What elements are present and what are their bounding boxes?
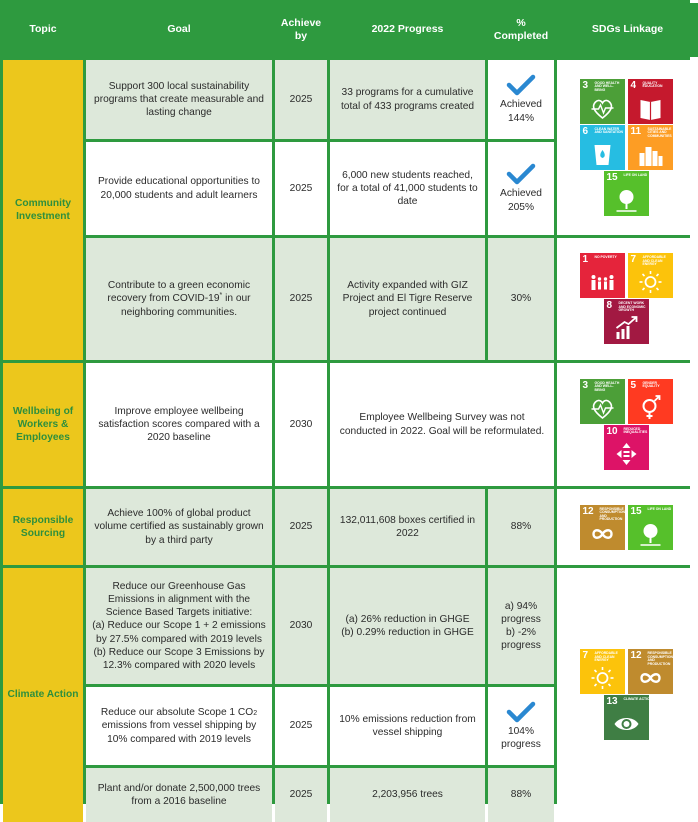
sdg-cell-sourcing <box>557 489 698 565</box>
sdg-tile <box>604 299 649 344</box>
infinity-icon <box>589 520 616 548</box>
topic-community-investment: Community Investment <box>3 60 83 360</box>
gender-icon <box>637 394 664 422</box>
sdg-label: CLEAN WATER AND SANITATION <box>594 126 624 135</box>
completed-cell: 88% <box>488 489 554 565</box>
header-goal: Goal <box>86 3 272 57</box>
completed-cell <box>488 142 554 235</box>
sdg-number: 3 <box>582 379 589 391</box>
goal-item-b: (b) Reduce our Scope 3 Emissions by 12.3% compared with 2020 levels <box>93 646 265 671</box>
tree-icon <box>613 186 640 214</box>
sdg-number: 12 <box>582 505 594 517</box>
sdg-tile <box>580 79 625 124</box>
sdg-tile <box>580 649 625 694</box>
sdg-number: 8 <box>606 300 613 311</box>
equality-icon <box>613 440 640 468</box>
year-cell: 2025 <box>275 768 327 822</box>
growth-chart-icon <box>613 314 640 342</box>
year-cell: 2025 <box>275 60 327 139</box>
infinity-icon <box>637 664 664 692</box>
city-icon <box>637 140 664 168</box>
goal-text: Reduce our absolute Scope 1 CO <box>100 707 254 719</box>
sdg-tile <box>628 379 673 424</box>
progress-cell: 132,011,608 boxes certified in 2022 <box>330 489 485 565</box>
sdg-label: GOOD HEALTH AND WELL-BEING <box>594 80 620 92</box>
tree-icon <box>637 520 664 548</box>
progress-cell: 10% emissions reduction from vessel shipping <box>330 687 485 765</box>
topic-responsible-sourcing: Responsible Sourcing <box>3 489 83 565</box>
sdg-label: LIFE ON LAND <box>623 172 648 177</box>
sdg-tile <box>628 505 673 550</box>
sdg-number: 5 <box>630 379 637 391</box>
sdg-number: 10 <box>606 425 618 437</box>
book-icon <box>637 94 664 122</box>
goal-cell <box>86 238 272 360</box>
footnote-marker: * <box>219 292 223 300</box>
year-cell: 2030 <box>275 363 327 486</box>
checkmark-icon <box>506 74 536 96</box>
sdg-number: 4 <box>630 79 637 91</box>
sdg-number: 13 <box>606 696 618 707</box>
sdg-label: NO POVERTY <box>594 255 617 259</box>
sdg-tile <box>580 379 625 424</box>
sdg-label: AFFORDABLE AND CLEAN ENERGY <box>594 651 618 663</box>
year-cell: 2025 <box>275 142 327 235</box>
header-completed: % Completed <box>488 3 554 57</box>
sdg-tile <box>628 125 673 170</box>
completed-cell <box>488 568 554 684</box>
sdg-tile <box>604 171 649 216</box>
sdg-label: QUALITY EDUCATION <box>642 80 663 89</box>
sdg-label: GENDER EQUALITY <box>642 380 660 389</box>
sdg-number: 12 <box>630 650 642 661</box>
year-cell: 2025 <box>275 238 327 360</box>
sdg-tile <box>580 253 625 298</box>
sdg-cell-climate <box>557 568 698 822</box>
checkmark-icon <box>506 701 536 723</box>
goal-item-a: (a) Reduce our Scope 1 + 2 emissions by 27.5% compared with 2019 levels <box>92 620 266 645</box>
year-cell: 2025 <box>275 489 327 565</box>
sdg-tile <box>580 505 625 550</box>
sdg-tile <box>628 253 673 298</box>
sdg-label: SUSTAINABLE CITIES AND COMMUNITIES <box>647 126 672 138</box>
progress-cell: Employee Wellbeing Survey was not conducted in 2022. Goal will be reformulated. <box>330 363 554 486</box>
sdg-number: 15 <box>630 505 642 517</box>
completed-value: 144% <box>507 112 535 124</box>
sdg-number: 15 <box>606 171 618 183</box>
eye-globe-icon <box>613 710 640 738</box>
progress-item-b: (b) 0.29% reduction in GHGE <box>341 627 474 638</box>
sdg-label: REDUCED INEQUALITIES <box>623 426 648 435</box>
progress-cell: 33 programs for a cumulative total of 433 programs created <box>330 60 485 139</box>
water-drop-icon <box>589 140 616 168</box>
subscript: 2 <box>253 710 258 718</box>
sdg-label: RESPONSIBLE CONSUMPTION AND PRODUCTION <box>599 506 625 522</box>
sun-icon <box>589 664 616 692</box>
sdg-tile <box>580 125 625 170</box>
sdg-number: 7 <box>582 650 589 661</box>
completed-a: a) 94% progress <box>501 600 541 625</box>
goal-cell: Provide educational opportunities to 20,000 students and adult learners <box>86 142 272 235</box>
progress-item-a: (a) 26% reduction in GHGE <box>345 613 470 625</box>
sdg-number: 1 <box>582 254 589 265</box>
completed-cell <box>488 687 554 765</box>
family-icon <box>589 268 616 296</box>
completed-cell: 30% <box>488 238 554 360</box>
goal-text-tail: in our neighboring communities. <box>120 293 251 318</box>
year-cell: 2030 <box>275 568 327 684</box>
goal-text: Contribute to a green economic recovery from COVID-19 <box>107 280 251 305</box>
header-topic: Topic <box>3 3 83 57</box>
sdg-tile <box>628 649 673 694</box>
heartbeat-icon <box>589 394 616 422</box>
progress-cell <box>330 568 485 684</box>
sdg-label: GOOD HEALTH AND WELL-BEING <box>594 380 620 392</box>
sdg-label: CLIMATE ACTION <box>623 697 653 701</box>
completed-status: Achieved <box>500 188 542 200</box>
sdg-cell-community-1 <box>557 60 698 235</box>
completed-value: 104% progress <box>501 725 541 750</box>
header-sdgs: SDGs Linkage <box>557 3 698 57</box>
sdg-number: 7 <box>630 254 637 265</box>
completed-value: 205% <box>507 201 535 213</box>
sdg-cell-wellbeing <box>557 363 698 486</box>
goal-cell: Improve employee wellbeing satisfaction scores compared with a 2020 baseline <box>86 363 272 486</box>
topic-climate-action: Climate Action <box>3 568 83 822</box>
goal-intro: Reduce our Greenhouse Gas Emissions in alignment with the Science Based Targets initiative: <box>105 581 253 619</box>
sdg-tile <box>604 425 649 470</box>
sdg-number: 11 <box>630 125 642 137</box>
sdg-number: 6 <box>582 125 589 137</box>
progress-cell: 6,000 new students reached, for a total of 41,000 students to date <box>330 142 485 235</box>
sdg-label: AFFORDABLE AND CLEAN ENERGY <box>642 255 666 267</box>
goal-cell <box>86 568 272 684</box>
year-cell: 2025 <box>275 687 327 765</box>
sdg-number: 3 <box>582 79 589 91</box>
sdg-label: RESPONSIBLE CONSUMPTION AND PRODUCTION <box>647 651 673 666</box>
sun-icon <box>637 268 664 296</box>
goal-cell: Plant and/or donate 2,500,000 trees from a 2016 baseline <box>86 768 272 822</box>
checkmark-icon <box>506 163 536 185</box>
header-achieve-by: Achieve by <box>275 3 327 57</box>
completed-cell <box>488 60 554 139</box>
sdg-label: DECENT WORK AND ECONOMIC GROWTH <box>618 301 646 313</box>
progress-cell: 2,203,956 trees <box>330 768 485 822</box>
sdg-tile <box>628 79 673 124</box>
goal-cell <box>86 687 272 765</box>
goal-cell: Achieve 100% of global product volume certified as sustainably grown by a third party <box>86 489 272 565</box>
sdg-cell-community-2 <box>557 238 698 360</box>
heartbeat-icon <box>589 94 616 122</box>
completed-cell: 88% <box>488 768 554 822</box>
goal-text-tail: emissions from vessel shipping by 10% compared with 2019 levels <box>101 720 257 745</box>
topic-wellbeing: Wellbeing of Workers & Employees <box>3 363 83 486</box>
header-progress: 2022 Progress <box>330 3 485 57</box>
sdg-label: LIFE ON LAND <box>647 506 672 511</box>
completed-status: Achieved <box>500 99 542 111</box>
sdg-tile <box>604 695 653 740</box>
goal-cell: Support 300 local sustainability programs that create measurable and lasting change <box>86 60 272 139</box>
progress-cell: Activity expanded with GIZ Project and El Tigre Reserve project continued <box>330 238 485 360</box>
completed-b: b) -2% progress <box>501 627 541 652</box>
